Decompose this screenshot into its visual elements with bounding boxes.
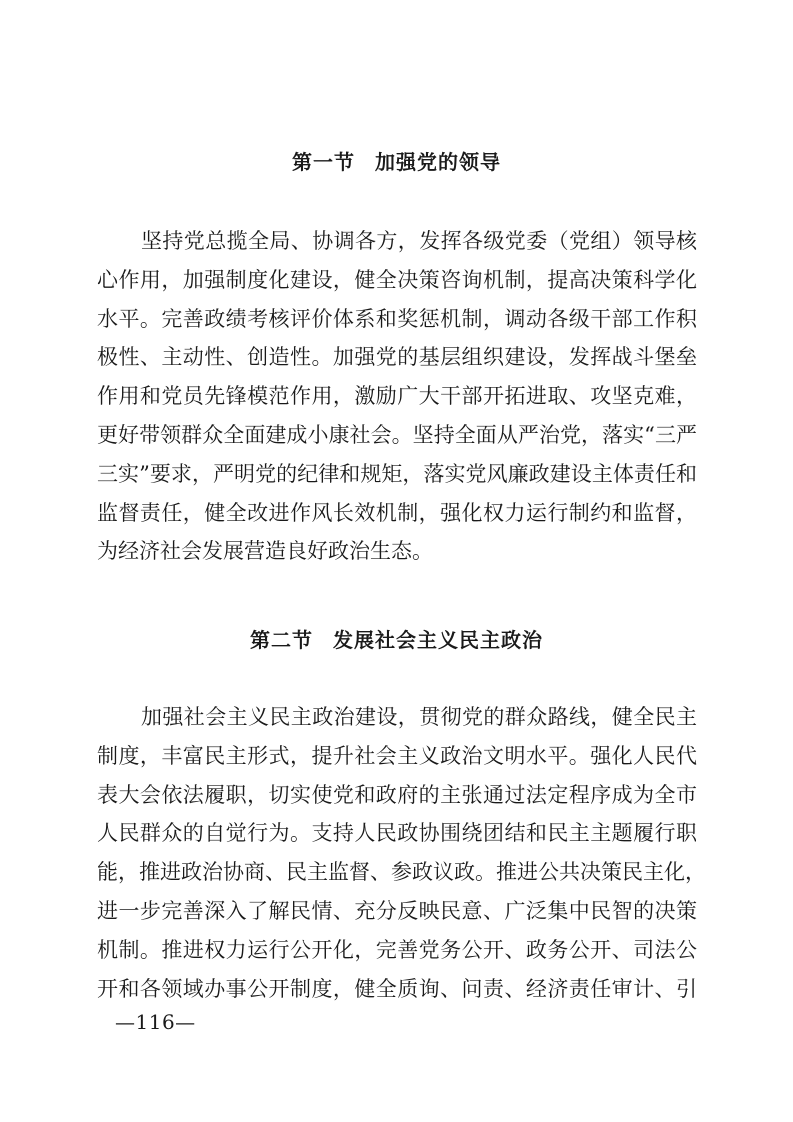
paragraph-line: 人民群众的自觉行为。支持人民政协围绕团结和民主主题履行职 [97,821,697,846]
paragraph-line: 作用和党员先锋模范作用，激励广大干部开拓进取、攻坚克难， [97,384,697,409]
paragraph-line: 加强社会主义民主政治建设，贯彻党的群众路线，健全民主 [141,705,697,729]
paragraph-line: 能，推进政治协商、民主监督、参政议政。推进公共决策民主化， [97,860,706,885]
section-two-title: 发展社会主义民主政治 [333,628,543,652]
paragraph-line: 为经济社会发展营造良好政治生态。 [97,539,433,564]
paragraph-line: 机制。推进权力运行公开化，完善党务公开、政务公开、司法公 [97,937,697,962]
paragraph-line: 三实”要求，严明党的纪律和规矩，落实党风廉政建设主体责任和 [97,461,697,486]
section-one-number: 第一节 [292,150,355,174]
section-two-paragraph [97,698,706,1008]
paragraph-line: 监督责任，健全改进作风长效机制，强化权力运行制约和监督， [97,500,697,525]
paragraph-line: 表大会依法履职，切实使党和政府的主张通过法定程序成为全市 [97,782,697,807]
paragraph-line: 坚持党总揽全局、协调各方，发挥各级党委（党组）领导核 [141,229,697,253]
paragraph-line: 极性、主动性、创造性。加强党的基层组织建设，发挥战斗堡垒 [97,345,697,370]
paragraph-line: 水平。完善政绩考核评价体系和奖惩机制，调动各级干部工作积 [97,306,697,331]
section-two-number: 第二节 [250,628,313,652]
paragraph-line: 更好带领群众全面建成小康社会。坚持全面从严治党，落实“三严 [97,422,697,447]
paragraph-line: 制度，丰富民主形式，提升社会主义政治文明水平。强化人民代 [97,743,697,768]
paragraph-line: 进一步完善深入了解民情、充分反映民意、广泛集中民智的决策 [97,898,697,923]
paragraph-line: 心作用，加强制度化建设，健全决策咨询机制，提高决策科学化 [97,267,697,292]
page-number: —116— [115,1010,196,1034]
section-one-paragraph [97,222,697,571]
section-one-title: 加强党的领导 [375,150,501,174]
section-one-heading [0,146,793,175]
paragraph-line: 开和各领域办事公开制度，健全质询、问责、经济责任审计、引 [97,976,697,1001]
section-two-heading [0,624,793,653]
